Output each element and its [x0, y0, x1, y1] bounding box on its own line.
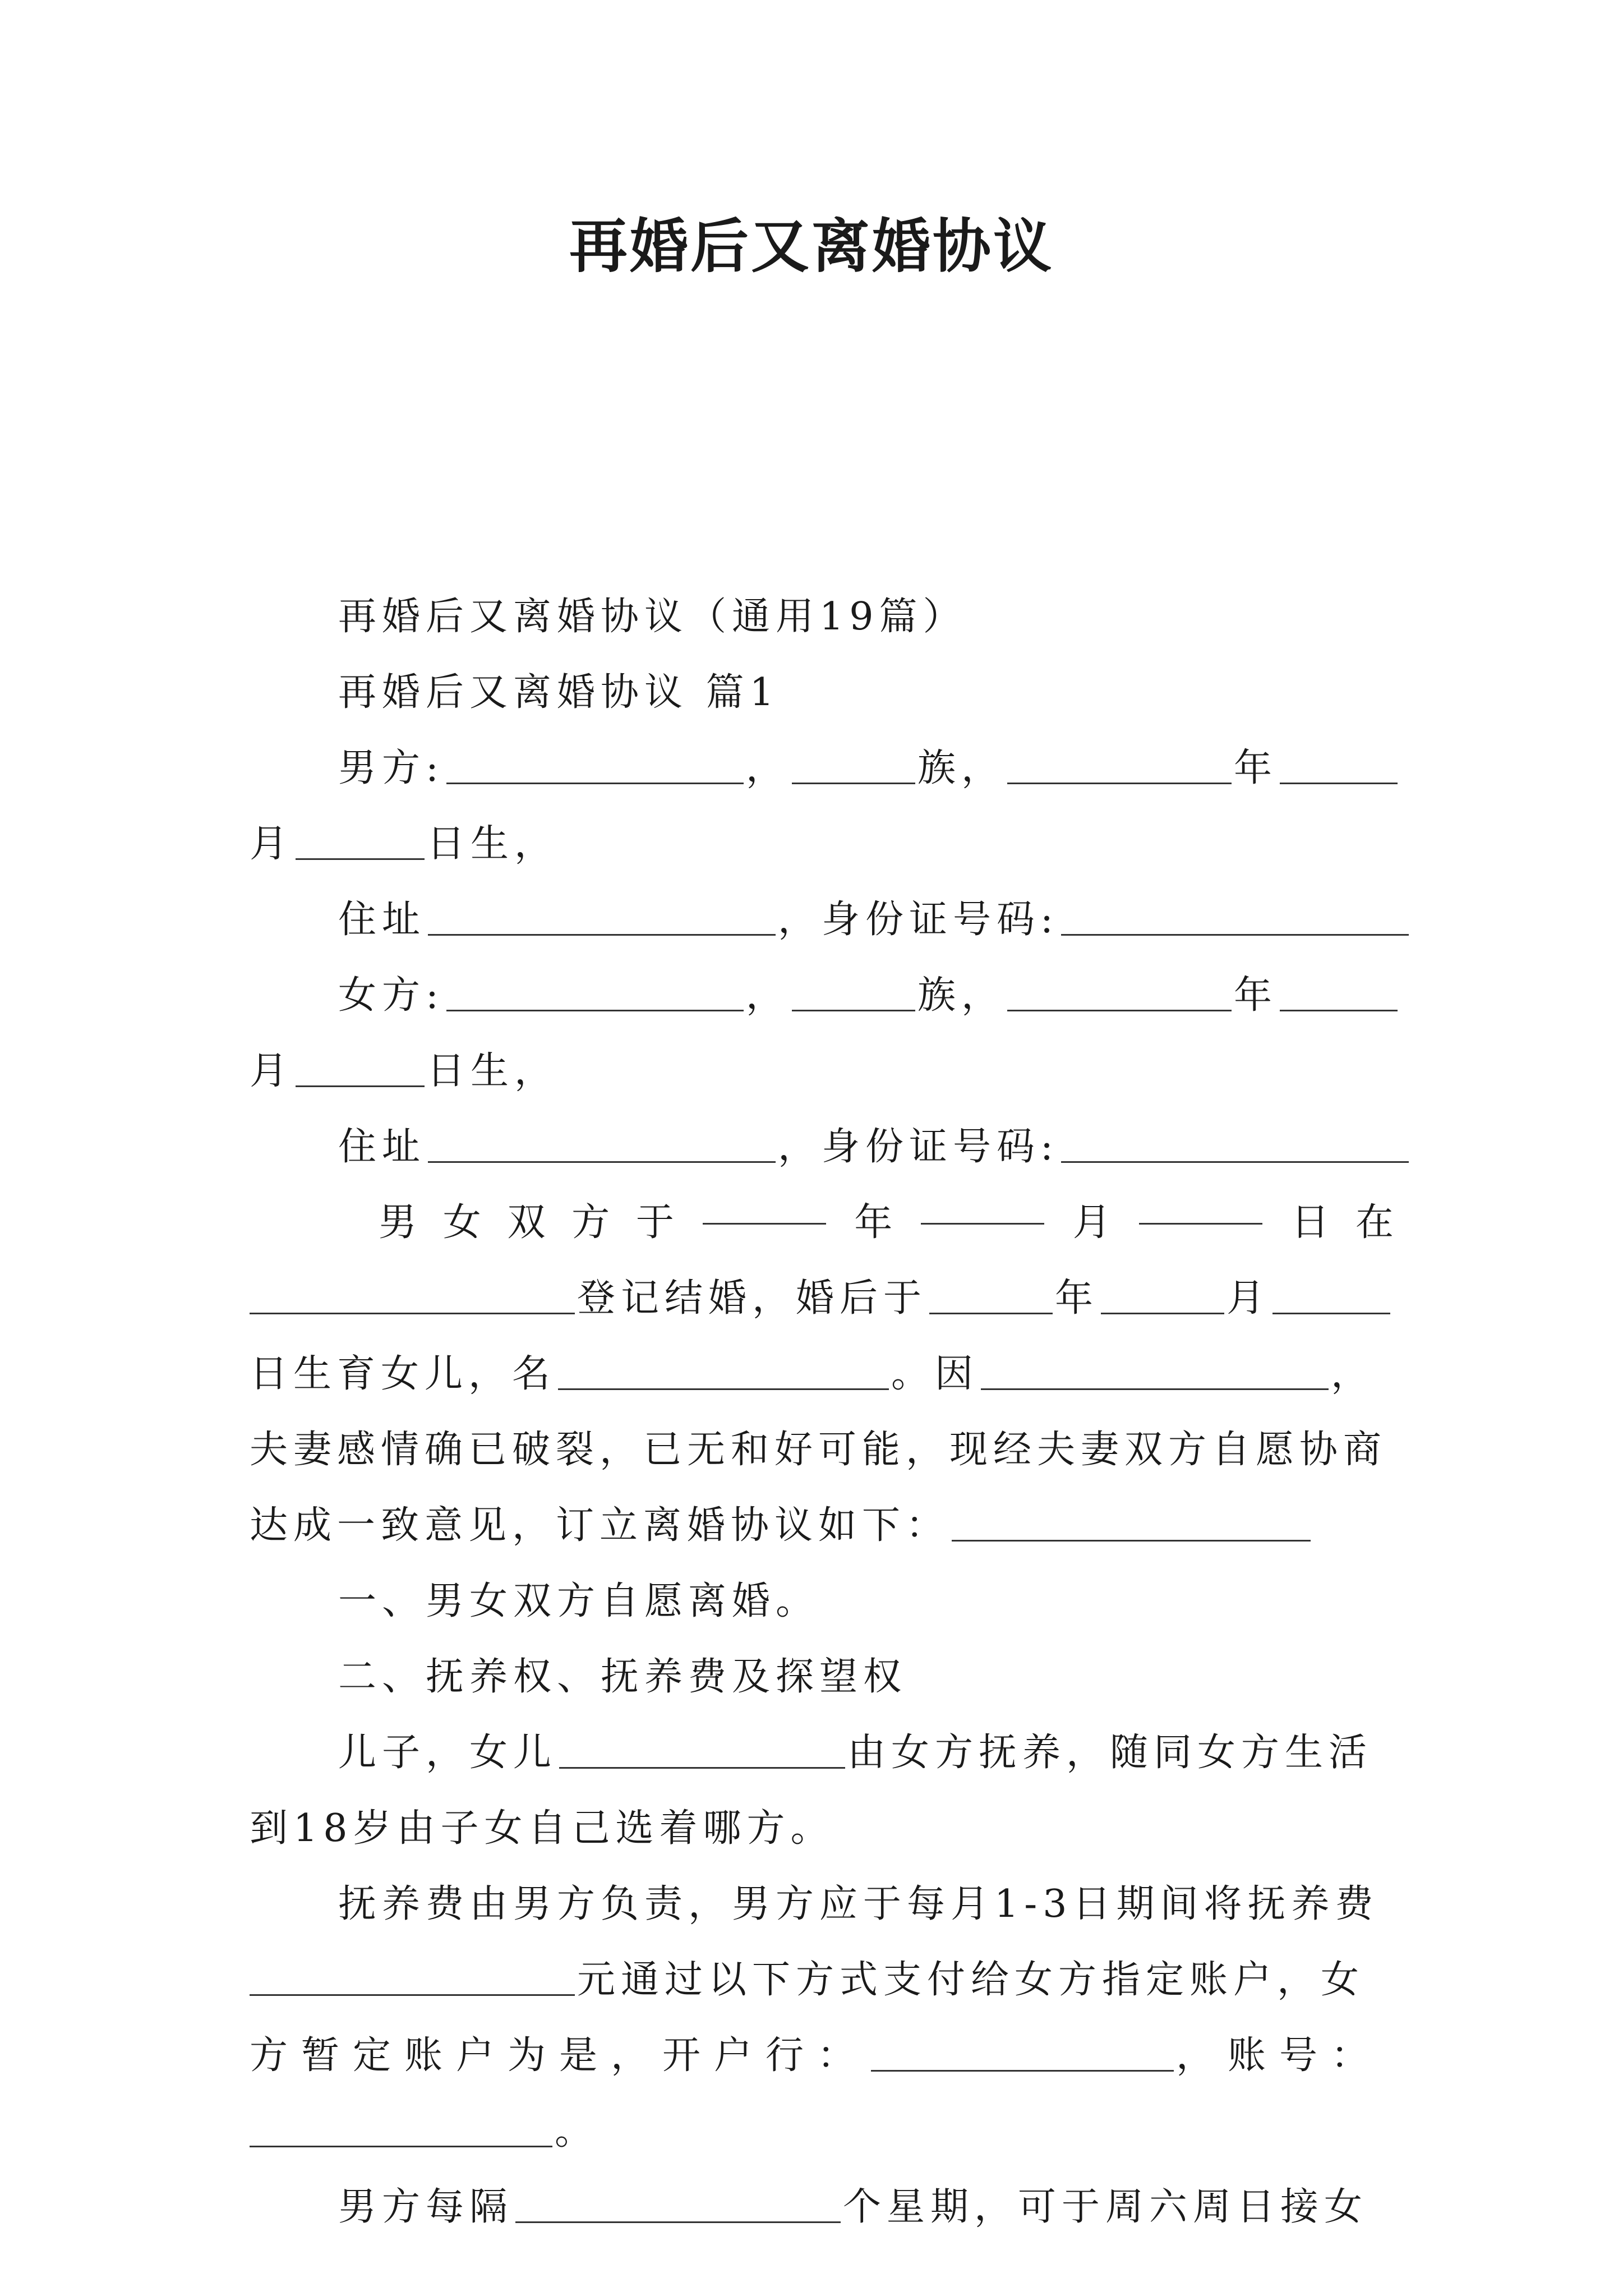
document-subtitle: 再婚后又离婚协议（通用19篇） — [338, 595, 967, 639]
male-name-blank — [446, 749, 744, 784]
custody-child-blank — [559, 1733, 845, 1769]
male-address-line: 住址 ，身份证号码: — [250, 886, 1394, 954]
birth-month-blank — [1101, 1279, 1224, 1314]
section-heading: 再婚后又离婚协议 篇1 — [338, 670, 780, 715]
clause-two: 二、抚养权、抚养费及探望权 — [338, 1655, 907, 1699]
support-amount-blank — [250, 1961, 575, 1996]
female-day-blank — [296, 1052, 425, 1087]
male-month-blank — [1280, 749, 1398, 784]
birth-year-blank — [929, 1279, 1053, 1314]
male-address-blank — [428, 900, 776, 936]
female-name-blank — [446, 976, 744, 1011]
agreement-line: 达成一致意见，订立离婚协议如下： — [250, 1492, 1394, 1559]
female-year-blank — [1007, 976, 1232, 1011]
birth-day-blank — [1272, 1279, 1390, 1314]
male-id-blank — [1061, 900, 1409, 936]
male-ethnicity-blank — [792, 749, 915, 784]
marriage-month-blank — [921, 1189, 1044, 1225]
support-line-4: 。 — [250, 2098, 1394, 2165]
daughter-name-blank — [558, 1355, 889, 1390]
support-line-3: 方暂定账户为是，开户行： ，账号： — [250, 2033, 1383, 2078]
male-day-blank — [296, 825, 425, 860]
visit-weeks-blank — [515, 2188, 841, 2223]
female-address-line: 住址 ，身份证号码: — [250, 1114, 1394, 1181]
bank-blank — [871, 2036, 1174, 2072]
marriage-register-line: 登记结婚，婚后于 年 月 — [250, 1265, 1394, 1332]
female-info-line: 女方: ， 族， 年 — [250, 962, 1394, 1029]
daughter-line: 日生育女儿，名 。因 ， — [250, 1352, 1375, 1396]
female-id-blank — [1061, 1128, 1409, 1163]
reason-blank — [981, 1355, 1329, 1390]
female-birth-line: 月 日生， — [250, 1049, 559, 1093]
female-month-blank — [1280, 976, 1398, 1011]
feelings-line: 夫妻感情确已破裂，已无和好可能，现经夫妻双方自愿协商 — [250, 1428, 1387, 1472]
marriage-place-blank — [250, 1279, 575, 1314]
clause-one: 一、男女双方自愿离婚。 — [338, 1579, 820, 1623]
male-info-line: 男方: ， 族， 年 — [250, 735, 1394, 802]
account-blank — [250, 2112, 552, 2147]
female-ethnicity-blank — [792, 976, 915, 1011]
document-title: 再婚后又离婚协议 — [569, 211, 1054, 280]
support-line-2: 元通过以下方式支付给女方指定账户，女 — [250, 1947, 1394, 2014]
visit-line: 男方每隔 个星期，可于周六周日接女 — [338, 2185, 1368, 2229]
agreement-blank — [952, 1506, 1311, 1542]
male-year-blank — [1007, 749, 1232, 784]
marriage-date-line: 男 女 双 方 于 年 月 日 在 — [250, 1189, 1394, 1257]
custody-line: 儿子，女儿 由女方抚养，随同女方生活 — [338, 1731, 1373, 1775]
female-address-blank — [428, 1128, 776, 1163]
marriage-day-blank — [1139, 1189, 1262, 1225]
custody-age-line: 到18岁由子女自己选着哪方。 — [250, 1806, 834, 1851]
male-birth-line: 月 日生， — [250, 822, 559, 866]
marriage-year-blank — [703, 1189, 826, 1225]
support-line-1: 抚养费由男方负责，男方应于每月1-3日期间将抚养费 — [338, 1882, 1379, 1926]
